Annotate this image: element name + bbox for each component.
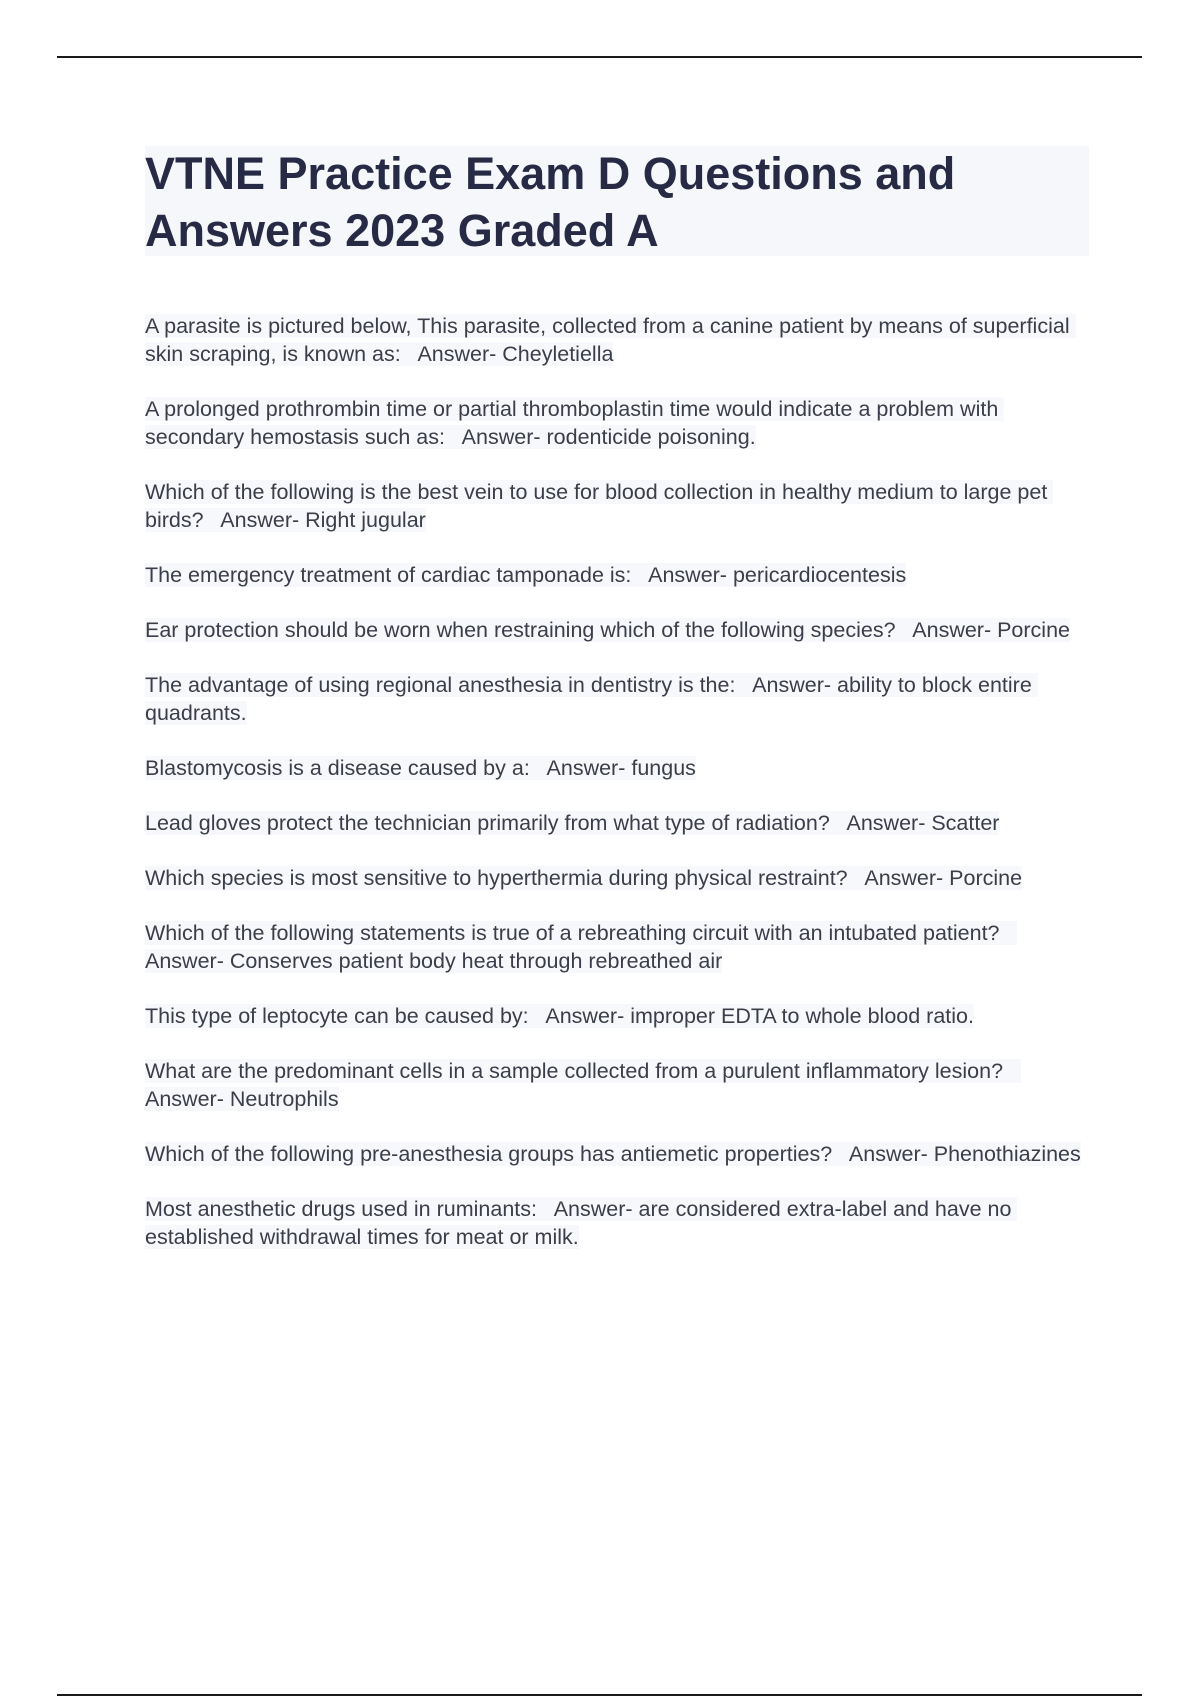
qa-item bbox=[145, 1195, 1095, 1251]
qa-item bbox=[145, 395, 1095, 451]
qa-text: The emergency treatment of cardiac tamponade is: Answer- pericardiocentesis bbox=[145, 563, 907, 587]
top-divider bbox=[57, 56, 1142, 58]
qa-text: Blastomycosis is a disease caused by a: Answer- fungus bbox=[145, 756, 696, 780]
qa-text: Lead gloves protect the technician primarily from what type of radiation? Answer- Scatter bbox=[145, 811, 1000, 835]
qa-item bbox=[145, 1140, 1095, 1168]
page-title: VTNE Practice Exam D Questions and Answers 2023 Graded A bbox=[145, 148, 956, 256]
qa-text: A prolonged prothrombin time or partial thromboplastin time would indicate a problem with secondary hemostasis such as: Answer- rodenticide poisoning. bbox=[145, 397, 1005, 449]
qa-text: A parasite is pictured below, This parasite, collected from a canine patient by means of superficial skin scraping, is known as: Answer- Cheyletiella bbox=[145, 314, 1076, 366]
qa-text: Which of the following is the best vein to use for blood collection in healthy medium to large pet birds? Answer- Right jugular bbox=[145, 480, 1054, 532]
qa-text: Which of the following pre-anesthesia groups has antiemetic properties? Answer- Phenothiazines bbox=[145, 1142, 1081, 1166]
bottom-divider bbox=[57, 1694, 1142, 1696]
qa-text: Which of the following statements is true of a rebreathing circuit with an intubated patient? Answer- Conserves patient body heat through rebreathed air bbox=[145, 921, 1018, 973]
qa-item bbox=[145, 478, 1095, 534]
qa-item bbox=[145, 809, 1095, 837]
qa-list bbox=[145, 312, 1095, 1278]
qa-item bbox=[145, 616, 1095, 644]
qa-item bbox=[145, 1002, 1095, 1030]
qa-item bbox=[145, 671, 1095, 727]
qa-text: Most anesthetic drugs used in ruminants: Answer- are considered extra-label and have no established withdrawal times for meat or milk. bbox=[145, 1197, 1018, 1249]
qa-item bbox=[145, 919, 1095, 975]
qa-text: Which species is most sensitive to hyperthermia during physical restraint? Answer- Porcine bbox=[145, 866, 1023, 890]
title-block bbox=[145, 146, 1089, 256]
qa-text: The advantage of using regional anesthesia in dentistry is the: Answer- ability to block entire quadrants. bbox=[145, 673, 1038, 725]
qa-item bbox=[145, 754, 1095, 782]
qa-text: Ear protection should be worn when restraining which of the following species? Answer- Porcine bbox=[145, 618, 1070, 642]
qa-item bbox=[145, 1057, 1095, 1113]
qa-text: What are the predominant cells in a sample collected from a purulent inflammatory lesion? Answer- Neutrophils bbox=[145, 1059, 1021, 1111]
qa-item bbox=[145, 561, 1095, 589]
qa-text: This type of leptocyte can be caused by: Answer- improper EDTA to whole blood ratio. bbox=[145, 1004, 974, 1028]
qa-item bbox=[145, 312, 1095, 368]
qa-item bbox=[145, 864, 1095, 892]
